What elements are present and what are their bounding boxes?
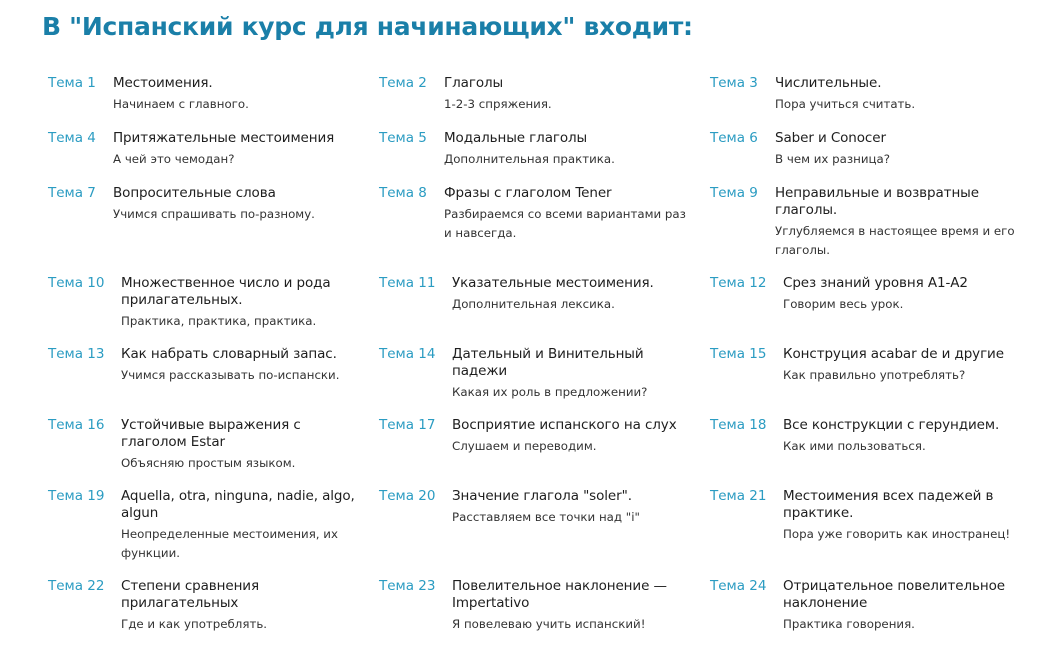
topic-title: Устойчивые выражения с глаголом Estar [121,417,301,450]
topic-title: Числительные. [775,75,882,91]
topic-title: Конструция acabar de и другие [783,346,1004,362]
topic-label: Тема 12 [710,275,767,291]
topic-title: Глаголы [444,75,504,91]
topic-description: В чем их разница? [775,152,891,166]
topic-label: Тема 21 [710,488,767,504]
topic-title: Указательные местоимения. [452,275,654,291]
topic-title: Восприятие испанского на слух [452,417,677,433]
topic-label: Тема 3 [710,75,758,91]
topic-description: Практика, практика, практика. [121,314,317,328]
topic-description: Начинаем с главного. [113,97,249,111]
topic-label: Тема 4 [48,130,96,146]
topic-description: Дополнительная лексика. [452,297,615,311]
topic-title: Saber и Conocer [775,130,886,146]
topic-title: Местоимения. [113,75,213,91]
topic-title: Модальные глаголы [444,130,588,146]
topic-description: Пора учиться считать. [775,97,916,111]
topic-title: Все конструкции с герундием. [783,417,1000,433]
topic-description: Неопределенные местоимения, их функции. [121,527,338,560]
topic-title: Aquella, otra, ninguna, nadie, algo, algun [121,488,355,521]
topic-label: Тема 23 [379,578,436,594]
topic-title: Вопросительные слова [113,185,276,201]
page-title: В "Испанский курс для начинающих" входит: [42,12,693,41]
topic-label: Тема 24 [710,578,767,594]
topic-description: Объясняю простым языком. [121,456,296,470]
topic-description: Учимся рассказывать по-испански. [121,368,340,382]
topic-title: Срез знаний уровня А1-А2 [783,275,968,291]
topic-title: Степени сравнения прилагательных [121,578,259,611]
topic-label: Тема 13 [48,346,105,362]
topic-label: Тема 18 [710,417,767,433]
topic-label: Тема 15 [710,346,767,362]
topic-label: Тема 8 [379,185,427,201]
topic-label: Тема 6 [710,130,758,146]
topic-label: Тема 19 [48,488,105,504]
topic-label: Тема 5 [379,130,427,146]
topic-description: Разбираемся со всеми вариантами раз и навсегда. [444,207,686,240]
topic-description: Какая их роль в предложении? [452,385,648,399]
topic-label: Тема 17 [379,417,436,433]
topic-description: Как ими пользоваться. [783,439,926,453]
topic-label: Тема 9 [710,185,758,201]
topic-label: Тема 7 [48,185,96,201]
topic-description: Я повелеваю учить испанский! [452,617,646,631]
topic-description: Пора уже говорить как иностранец! [783,527,1011,541]
topic-label: Тема 16 [48,417,105,433]
topic-label: Тема 11 [379,275,436,291]
topic-title: Как набрать словарный запас. [121,346,337,362]
topic-description: Говорим весь урок. [783,297,904,311]
topic-description: Как правильно употреблять? [783,368,966,382]
topic-label: Тема 14 [379,346,436,362]
topic-title: Отрицательное повелительное наклонение [783,578,1005,611]
topic-title: Фразы с глаголом Tener [444,185,612,201]
topic-label: Тема 2 [379,75,427,91]
topic-title: Притяжательные местоимения [113,130,335,146]
topic-label: Тема 22 [48,578,105,594]
topic-title: Дательный и Винительный падежи [452,346,644,379]
topic-label: Тема 10 [48,275,105,291]
topic-description: Углубляемся в настоящее время и его глаголы. [775,224,1015,257]
topic-title: Значение глагола "soler". [452,488,632,504]
topic-description: Расставляем все точки над "i" [452,510,640,524]
topic-description: Где и как употреблять. [121,617,268,631]
topic-description: 1-2-3 спряжения. [444,97,552,111]
topic-title: Множественное число и рода прилагательных. [121,275,331,308]
topic-label: Тема 20 [379,488,436,504]
topic-label: Тема 1 [48,75,96,91]
topic-description: Практика говорения. [783,617,915,631]
topic-description: Учимся спрашивать по-разному. [113,207,315,221]
topic-description: Дополнительная практика. [444,152,615,166]
topic-description: Слушаем и переводим. [452,439,597,453]
topic-description: А чей это чемодан? [113,152,235,166]
topic-title: Повелительное наклонение — Impertativo [452,578,667,611]
topic-title: Местоимения всех падежей в практике. [783,488,994,521]
topic-title: Неправильные и возвратные глаголы. [775,185,979,218]
